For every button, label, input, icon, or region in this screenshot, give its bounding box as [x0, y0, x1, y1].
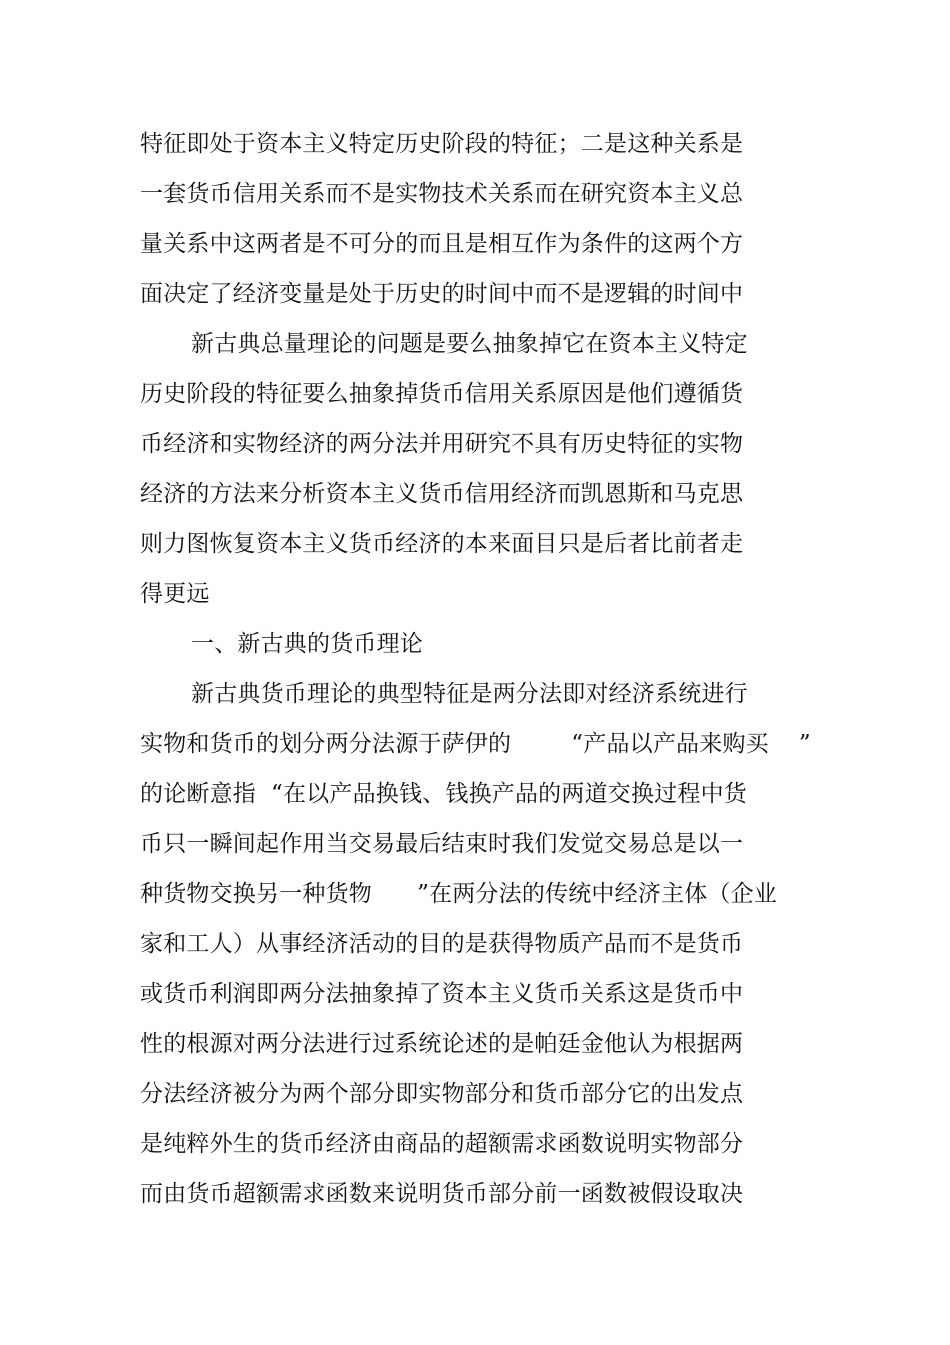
text-line: 实物和货币的划分两分法源于萨伊的 “产品以产品来购买 ”: [140, 731, 811, 757]
text-line: 分法经济被分为两个部分即实物部分和货币部分它的出发点: [140, 1081, 744, 1107]
section-heading: 一、新古典的货币理论: [191, 631, 423, 657]
paragraph-start-line: 新古典货币理论的典型特征是两分法即对经济系统进行: [191, 681, 748, 707]
text-line: 面决定了经济变量是处于历史的时间中而不是逻辑的时间中: [140, 281, 744, 307]
text-line: 种货物交换另一种货物 ”在两分法的传统中经济主体（企业: [140, 881, 778, 907]
text-line: 得更远: [140, 581, 210, 607]
text-line: 量关系中这两者是不可分的而且是相互作为条件的这两个方: [140, 231, 744, 257]
text-line: 历史阶段的特征要么抽象掉货币信用关系原因是他们遵循货: [140, 381, 744, 407]
text-line: 性的根源对两分法进行过系统论述的是帕廷金他认为根据两: [140, 1031, 744, 1057]
text-line: 特征即处于资本主义特定历史阶段的特征；二是这种关系是: [140, 131, 744, 157]
text-line: 币经济和实物经济的两分法并用研究不具有历史特征的实物: [140, 431, 744, 457]
text-line: 一套货币信用关系而不是实物技术关系而在研究资本主义总: [140, 181, 744, 207]
text-line: 而由货币超额需求函数来说明货币部分前一函数被假设取决: [140, 1181, 744, 1207]
paragraph-start-line: 新古典总量理论的问题是要么抽象掉它在资本主义特定: [191, 331, 748, 357]
text-line: 币只一瞬间起作用当交易最后结束时我们发觉交易总是以一: [140, 831, 744, 857]
text-line: 经济的方法来分析资本主义货币信用经济而凯恩斯和马克思: [140, 481, 744, 507]
text-line: 或货币利润即两分法抽象掉了资本主义货币关系这是货币中: [140, 981, 744, 1007]
text-line: 的论断意指 “在以产品换钱、钱换产品的两道交换过程中货: [140, 781, 747, 807]
text-line: 则力图恢复资本主义货币经济的本来面目只是后者比前者走: [140, 531, 744, 557]
text-line: 是纯粹外生的货币经济由商品的超额需求函数说明实物部分: [140, 1131, 744, 1157]
text-line: 家和工人）从事经济活动的目的是获得物质产品而不是货币: [140, 931, 744, 957]
